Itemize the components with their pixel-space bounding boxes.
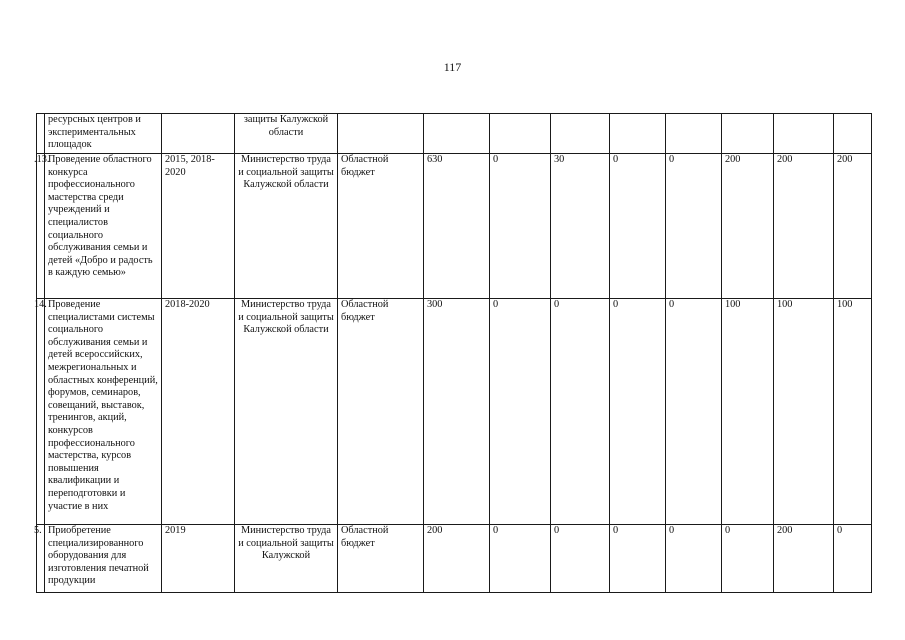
value-cell: 100 bbox=[722, 299, 774, 525]
value-cell: 200 bbox=[722, 154, 774, 299]
value-cell bbox=[551, 114, 610, 154]
value-cell: 0 bbox=[490, 525, 551, 593]
value-cell: 0 bbox=[610, 525, 666, 593]
table-row bbox=[37, 525, 872, 593]
funding-source-cell bbox=[338, 114, 424, 154]
value-cell: 0 bbox=[666, 299, 722, 525]
years-cell: 2019 bbox=[162, 525, 235, 593]
activity-title: Приобретение специализированного оборудования для изготовления печатной продукции bbox=[45, 525, 162, 593]
table-row bbox=[37, 154, 872, 299]
years-cell bbox=[162, 114, 235, 154]
value-total: 200 bbox=[424, 525, 490, 593]
funding-source-cell: Областной бюджет bbox=[338, 525, 424, 593]
row-index: 14. bbox=[37, 299, 45, 525]
value-cell: 0 bbox=[610, 154, 666, 299]
value-cell: 0 bbox=[551, 525, 610, 593]
row-index: .13. bbox=[37, 154, 45, 299]
value-cell: 100 bbox=[774, 299, 834, 525]
value-cell: 0 bbox=[666, 525, 722, 593]
activity-title: Проведение специалистами системы социального обслуживания семьи и детей всероссийских, межрегиональных и областных конференций, форумов, семинаров, совещаний, выставок, тренингов, акций, конкурсов профессионального мастерства, курсов повышения квалификации и переподготовки и участие в них bbox=[45, 299, 162, 525]
executor-cell: Министерство труда и социальной защиты Калужской области bbox=[235, 154, 338, 299]
activity-title: Проведение областного конкурса профессионального мастерства среди учреждений и специалистов социального обслуживания семьи и детей «Добро и радость в каждую семью» bbox=[45, 154, 162, 299]
value-total: 300 bbox=[424, 299, 490, 525]
value-cell: 30 bbox=[551, 154, 610, 299]
executor-cell: Министерство труда и социальной защиты Калужской области bbox=[235, 299, 338, 525]
value-cell: 0 bbox=[490, 299, 551, 525]
value-cell: 100 bbox=[834, 299, 872, 525]
value-total bbox=[424, 114, 490, 154]
page-number: 117 bbox=[443, 60, 462, 74]
row-index bbox=[37, 114, 45, 154]
value-cell bbox=[490, 114, 551, 154]
value-cell: 0 bbox=[666, 154, 722, 299]
value-cell: 200 bbox=[774, 525, 834, 593]
value-cell: 0 bbox=[490, 154, 551, 299]
years-cell: 2018-2020 bbox=[162, 299, 235, 525]
executor-cell: Министерство труда и социальной защиты Калужской bbox=[235, 525, 338, 593]
table-row bbox=[37, 299, 872, 525]
value-cell bbox=[774, 114, 834, 154]
value-cell bbox=[610, 114, 666, 154]
value-cell bbox=[666, 114, 722, 154]
activity-title: ресурсных центров и экспериментальных площадок bbox=[45, 114, 162, 154]
years-cell: 2015, 2018-2020 bbox=[162, 154, 235, 299]
value-cell bbox=[834, 114, 872, 154]
row-index: 5. bbox=[37, 525, 45, 593]
value-cell: 0 bbox=[722, 525, 774, 593]
table-row bbox=[37, 114, 872, 154]
funding-source-cell: Областной бюджет bbox=[338, 154, 424, 299]
value-cell: 0 bbox=[610, 299, 666, 525]
executor-cell: защиты Калужской области bbox=[235, 114, 338, 154]
value-cell: 0 bbox=[551, 299, 610, 525]
value-cell: 200 bbox=[774, 154, 834, 299]
value-cell: 0 bbox=[834, 525, 872, 593]
value-total: 630 bbox=[424, 154, 490, 299]
program-table bbox=[36, 113, 872, 593]
funding-source-cell: Областной бюджет bbox=[338, 299, 424, 525]
value-cell: 200 bbox=[834, 154, 872, 299]
value-cell bbox=[722, 114, 774, 154]
